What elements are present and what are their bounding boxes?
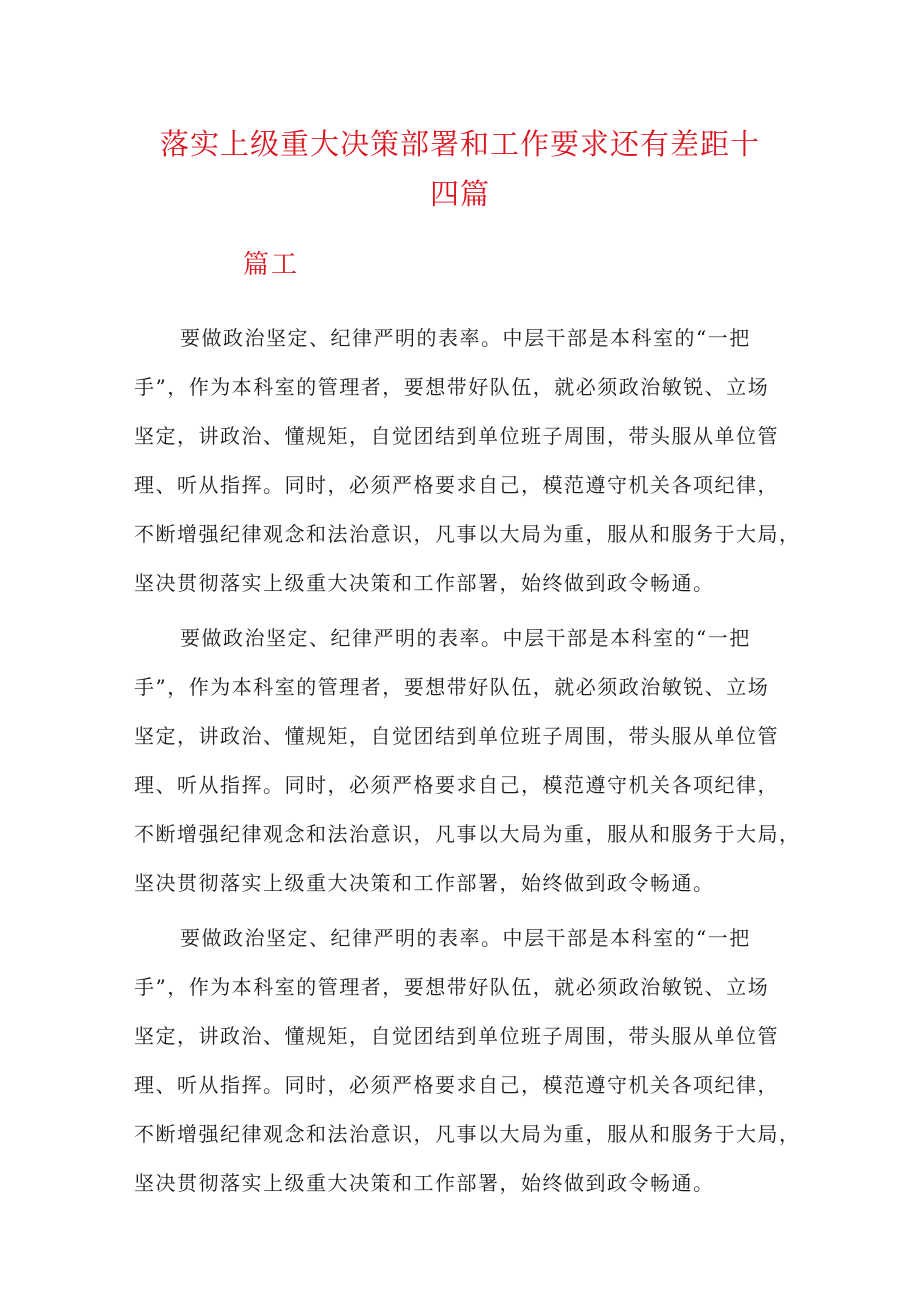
paragraph-line: 坚定，讲政治、懂规矩，自觉团结到单位班子周围，带头服从单位管 <box>134 1024 779 1048</box>
body-paragraph-3 <box>134 914 801 1208</box>
paragraph-line: 坚决贯彻落实上级重大决策和工作部署，始终做到政令畅通。 <box>134 871 715 895</box>
document-title-line-1: 落实上级重大决策部署和工作要求还有差距十 <box>159 127 760 161</box>
document-title-line-2: 四篇 <box>429 177 490 211</box>
paragraph-line: 坚定，讲政治、懂规矩，自觉团结到单位班子周围，带头服从单位管 <box>134 724 779 748</box>
paragraph-line: 坚决贯彻落实上级重大决策和工作部署，始终做到政令畅通。 <box>134 1171 715 1195</box>
body-paragraph-2 <box>134 614 801 908</box>
paragraph-line: 手”，作为本科室的管理者，要想带好队伍，就必须政治敏锐、立场 <box>134 975 770 999</box>
paragraph-line: 不断增强纪律观念和法治意识，凡事以大局为重，服从和服务于大局， <box>134 822 801 846</box>
paragraph-line: 要做政治坚定、纪律严明的表率。中层干部是本科室的“一把 <box>180 926 751 950</box>
paragraph-line: 不断增强纪律观念和法治意识，凡事以大局为重，服从和服务于大局， <box>134 1122 801 1146</box>
section-heading: 篇工 <box>243 250 300 280</box>
paragraph-line: 不断增强纪律观念和法治意识，凡事以大局为重，服从和服务于大局， <box>134 522 801 546</box>
paragraph-line: 手”，作为本科室的管理者，要想带好队伍，就必须政治敏锐、立场 <box>134 675 770 699</box>
paragraph-line: 要做政治坚定、纪律严明的表率。中层干部是本科室的“一把 <box>180 326 751 350</box>
paragraph-line: 坚定，讲政治、懂规矩，自觉团结到单位班子周围，带头服从单位管 <box>134 424 779 448</box>
paragraph-line: 理、听从指挥。同时，必须严格要求自己，模范遵守机关各项纪律， <box>134 473 779 497</box>
paragraph-line: 要做政治坚定、纪律严明的表率。中层干部是本科室的“一把 <box>180 626 751 650</box>
body-paragraph-1 <box>134 314 801 608</box>
paragraph-line: 手”，作为本科室的管理者，要想带好队伍，就必须政治敏锐、立场 <box>134 375 770 399</box>
paragraph-line: 理、听从指挥。同时，必须严格要求自己，模范遵守机关各项纪律， <box>134 1073 779 1097</box>
paragraph-line: 理、听从指挥。同时，必须严格要求自己，模范遵守机关各项纪律， <box>134 773 779 797</box>
paragraph-line: 坚决贯彻落实上级重大决策和工作部署，始终做到政令畅通。 <box>134 571 715 595</box>
